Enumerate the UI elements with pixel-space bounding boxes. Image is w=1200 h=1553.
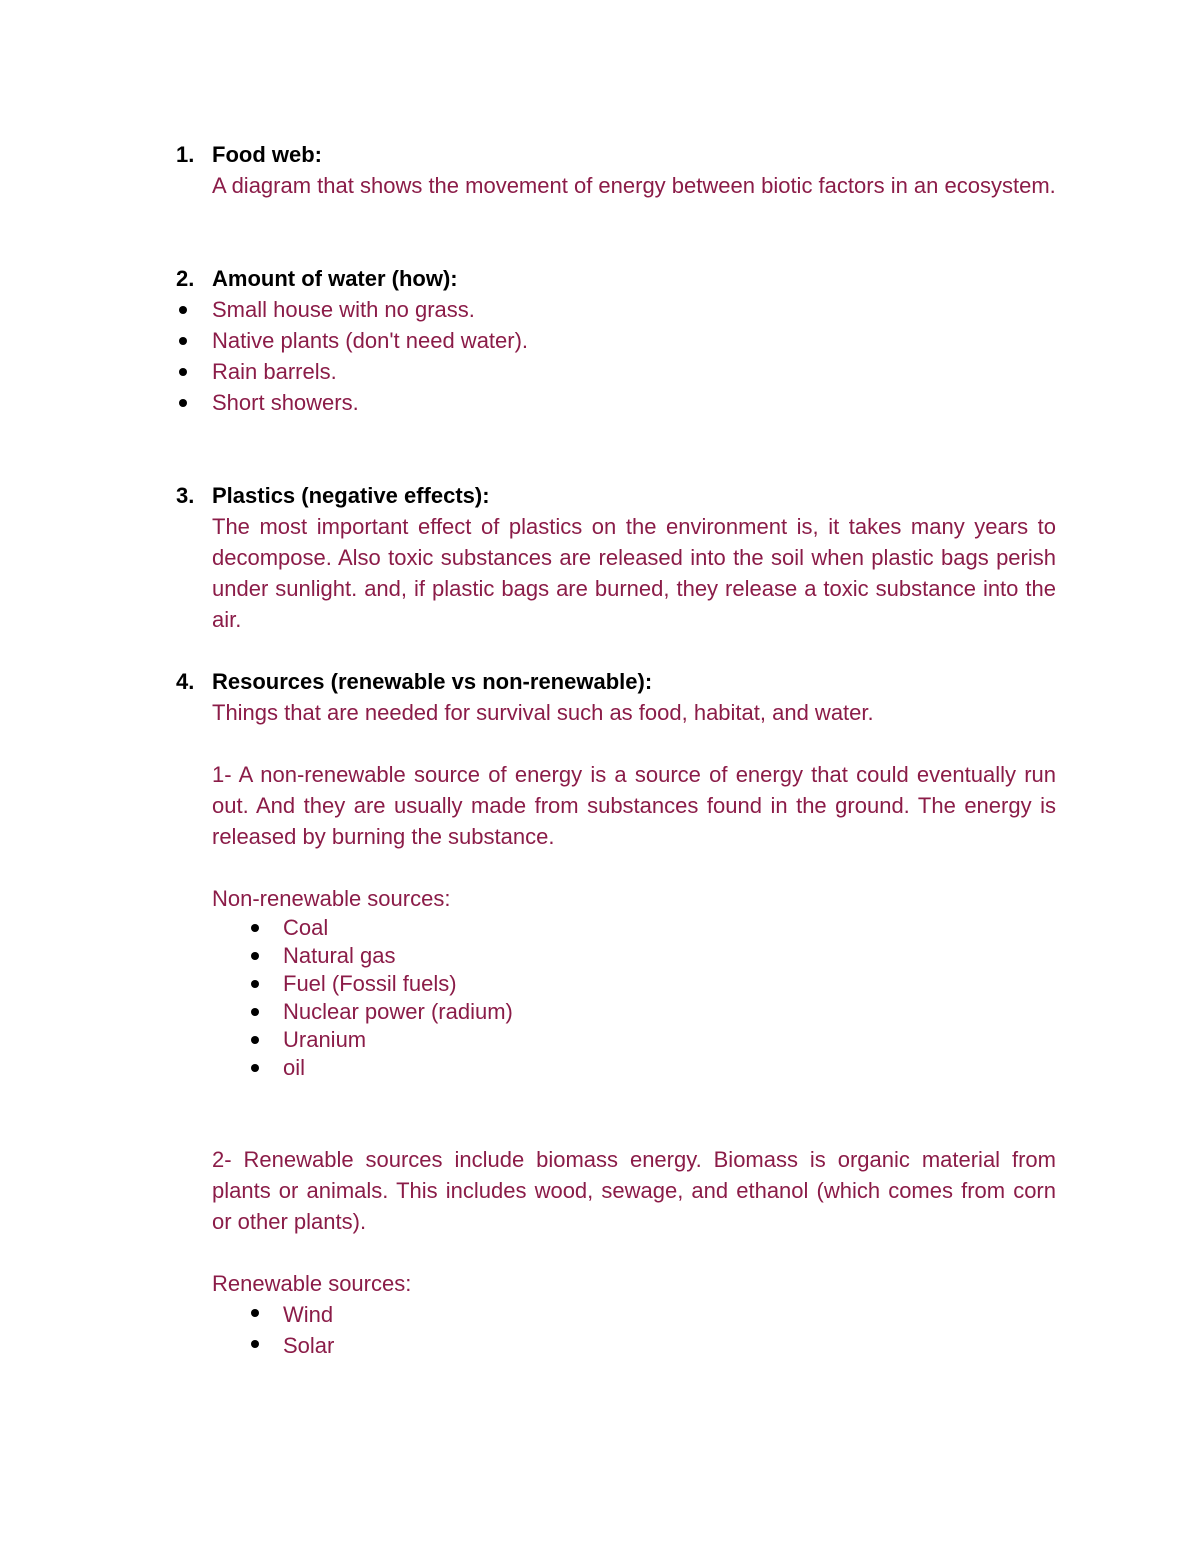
section-plastics <box>176 480 1056 635</box>
list-item: Natural gas <box>248 942 1056 970</box>
water-bullet-list <box>176 294 1056 418</box>
nonrenewable-list <box>248 914 1056 1082</box>
section-number: 1. <box>176 142 195 167</box>
section-number: 2. <box>176 266 195 291</box>
section-resources <box>176 666 1056 1361</box>
nonrenewable-paragraph: 1- A non-renewable source of energy is a source of energy that could eventually run out. And they are usually made from substances found in the ground. The energy is released by burning the substance. <box>212 762 1056 849</box>
list-item: Small house with no grass. <box>176 294 1056 325</box>
list-item: oil <box>248 1054 1056 1082</box>
list-item: Nuclear power (radium) <box>248 998 1056 1026</box>
section-number: 4. <box>176 669 195 694</box>
list-item: Wind <box>248 1299 1056 1330</box>
section-amount-of-water <box>176 263 1056 418</box>
section-title: Food web: <box>212 142 322 167</box>
nonrenewable-label: Non-renewable sources: <box>212 886 451 911</box>
section-title: Resources (renewable vs non-renewable): <box>212 669 653 694</box>
section-title: Plastics (negative effects): <box>212 483 490 508</box>
section-title: Amount of water (how): <box>212 266 458 291</box>
section-body: The most important effect of plastics on the environment is, it takes many years to decompose. Also toxic substances are released into the soil when plastic bags perish under sunlight. and, if plastic bags are burned, they release a toxic substance into the air. <box>212 514 1056 632</box>
renewable-label: Renewable sources: <box>212 1271 412 1296</box>
list-item: Short showers. <box>176 387 1056 418</box>
list-item: Solar <box>248 1330 1056 1361</box>
list-item: Native plants (don't need water). <box>176 325 1056 356</box>
renewable-paragraph: 2- Renewable sources include biomass energy. Biomass is organic material from plants or animals. This includes wood, sewage, and ethanol (which comes from corn or other plants). <box>212 1147 1056 1234</box>
list-item: Rain barrels. <box>176 356 1056 387</box>
section-body: A diagram that shows the movement of energy between biotic factors in an ecosystem. <box>212 173 1056 198</box>
resources-intro: Things that are needed for survival such as food, habitat, and water. <box>212 700 874 725</box>
renewable-list <box>248 1299 1056 1361</box>
list-item: Fuel (Fossil fuels) <box>248 970 1056 998</box>
notes-content <box>176 139 1056 1361</box>
section-food-web <box>176 139 1056 201</box>
list-item: Uranium <box>248 1026 1056 1054</box>
section-number: 3. <box>176 483 195 508</box>
list-item: Coal <box>248 914 1056 942</box>
